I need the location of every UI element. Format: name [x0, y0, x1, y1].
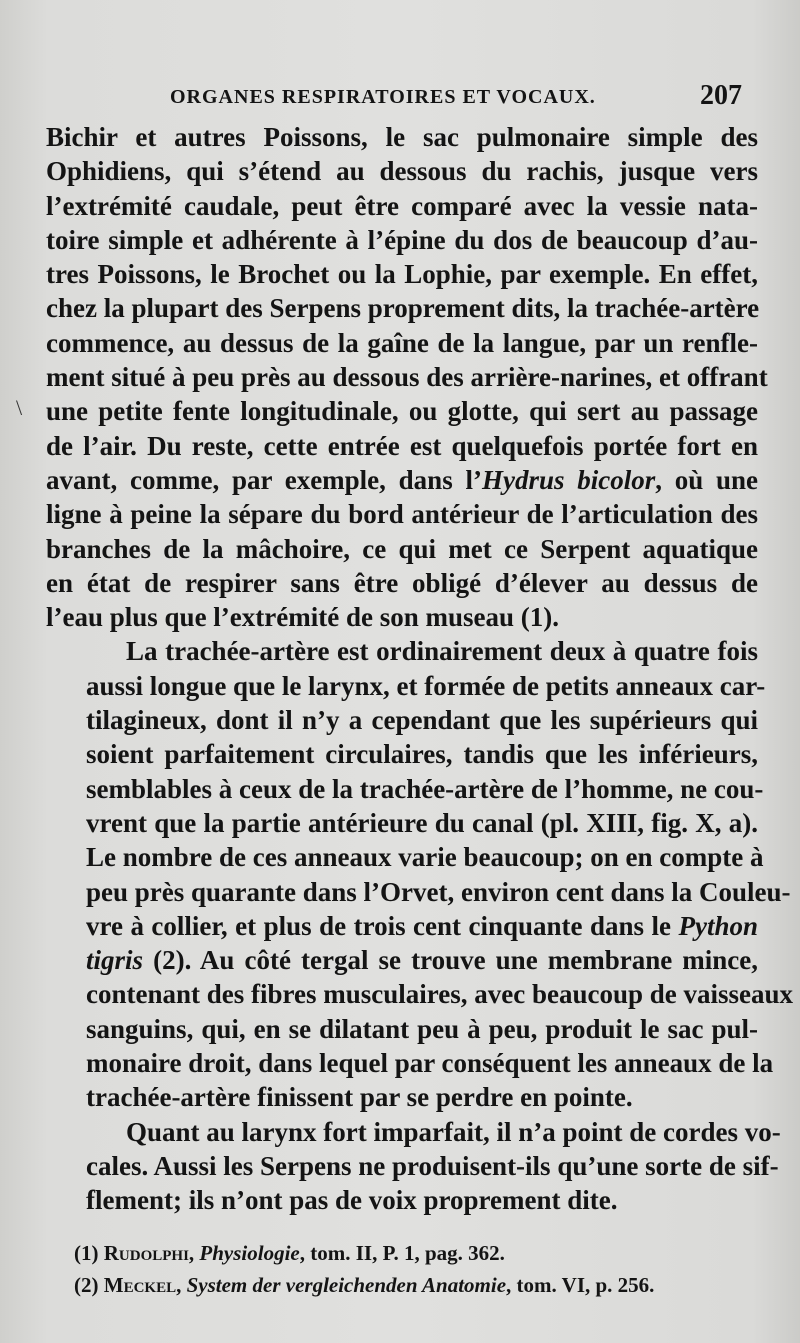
text-line: tilagineux, dont il n’y a cependant que les supérieurs qui [86, 705, 758, 736]
text-line: toire simple et adhérente à l’épine du dos de beaucoup d’au- [46, 224, 758, 255]
footnote-title: System der vergleichenden Anatomie [186, 1273, 507, 1297]
footnote-2: (2) Meckel, System der vergleichenden Anatomie, tom. VI, p. 256. [74, 1273, 655, 1297]
text-line: Bichir et autres Poissons, le sac pulmonaire simple des [46, 122, 758, 152]
footnote-author: Rudolphi [103, 1241, 189, 1265]
text-line: vrent que la partie antérieure du canal (pl. XIII, fig. X, a). [86, 807, 758, 838]
footnote-reference: , tom. VI, p. 256. [506, 1273, 655, 1297]
text-line: Quant au larynx fort imparfait, il n’a point de cordes vo- [126, 1116, 781, 1147]
text-line: contenant des fibres musculaires, avec beaucoup de vaisseaux [86, 979, 794, 1010]
text-line: ment situé à peu près au dessous des arrière-narines, et offrant [46, 362, 768, 393]
text-line: en état de respirer sans être obligé d’élever au dessus de [46, 567, 758, 598]
page-header [0, 80, 800, 114]
text-line: une petite fente longitudinale, ou glotte, qui sert au passage [46, 396, 758, 427]
text-line: chez la plupart des Serpens proprement dits, la trachée-artère [46, 293, 760, 324]
paragraph-2 [46, 634, 794, 1114]
text-line: monaire droit, dans lequel par conséquent les anneaux de la [86, 1048, 774, 1079]
body-text [46, 120, 794, 1218]
text-line: Ophidiens, qui s’étend au dessous du rachis, jusque vers [46, 156, 758, 187]
footnote-marker: (1) [74, 1241, 99, 1265]
text-line [46, 943, 758, 977]
species-name: Hydrus bicolor [481, 464, 656, 495]
paragraph-1 [46, 120, 768, 634]
text-line: cales. Aussi les Serpens ne produisent-ils qu’une sorte de sif- [86, 1150, 779, 1181]
paragraph-3 [46, 1115, 781, 1218]
text-fragment: , où une [655, 464, 758, 495]
footnotes [74, 1237, 764, 1301]
text-line [46, 909, 758, 943]
footnote-title: Physiologie [199, 1241, 300, 1265]
text-line: l’eau plus que l’extrémité de son museau (1). [46, 602, 559, 633]
text-line: Le nombre de ces anneaux varie beaucoup; on en compte à [86, 842, 764, 873]
text-line: La trachée-artère est ordinairement deux à quatre fois [126, 636, 758, 667]
text-line: flement; ils n’ont pas de voix proprement dite. [86, 1185, 618, 1216]
text-line: sanguins, qui, en se dilatant peu à peu, produit le sac pul- [86, 1013, 758, 1044]
margin-mark: \ [16, 395, 23, 420]
text-fragment: (2). Au côté tergal se trouve une membrane mince, [153, 945, 759, 976]
page-number: 207 [700, 80, 742, 111]
text-line: tres Poissons, le Brochet ou la Lophie, par exemple. En effet, [46, 259, 758, 290]
text-line: semblables à ceux de la trachée-artère de l’homme, ne cou- [86, 773, 764, 804]
text-line: l’extrémité caudale, peut être comparé avec la vessie nata- [46, 190, 758, 221]
text-line: peu près quarante dans l’Orvet, environ cent dans la Couleu- [86, 876, 791, 907]
text-line: soient parfaitement circulaires, tandis que les inférieurs, [86, 739, 758, 770]
text-line: trachée-artère finissent par se perdre en pointe. [86, 1082, 633, 1113]
text-line: de l’air. Du reste, cette entrée est quelquefois portée fort en [46, 430, 758, 461]
species-name: Python [678, 910, 759, 941]
text-fragment: vre à collier, et plus de trois cent cinquante dans le [86, 910, 672, 941]
text-line [46, 463, 758, 497]
running-head: ORGANES RESPIRATOIRES ET VOCAUX. [170, 86, 596, 108]
footnote-marker: (2) [74, 1273, 99, 1297]
text-line: ligne à peine la sépare du bord antérieur de l’articulation des [46, 499, 758, 530]
footnote-reference: , tom. II, P. 1, pag. 362. [299, 1241, 505, 1265]
footnote-1: (1) Rudolphi, Physiologie, tom. II, P. 1, pag. 362. [74, 1241, 505, 1265]
text-line: aussi longue que le larynx, et formée de petits anneaux car- [86, 670, 766, 701]
species-name: tigris [86, 945, 144, 976]
text-line: branches de la mâchoire, ce qui met ce Serpent aquatique [46, 533, 758, 564]
text-fragment: avant, comme, par exemple, dans l’ [46, 464, 482, 495]
footnote-author: Meckel [103, 1273, 177, 1297]
text-line: commence, au dessus de la gaîne de la langue, par un renfle- [46, 327, 758, 358]
